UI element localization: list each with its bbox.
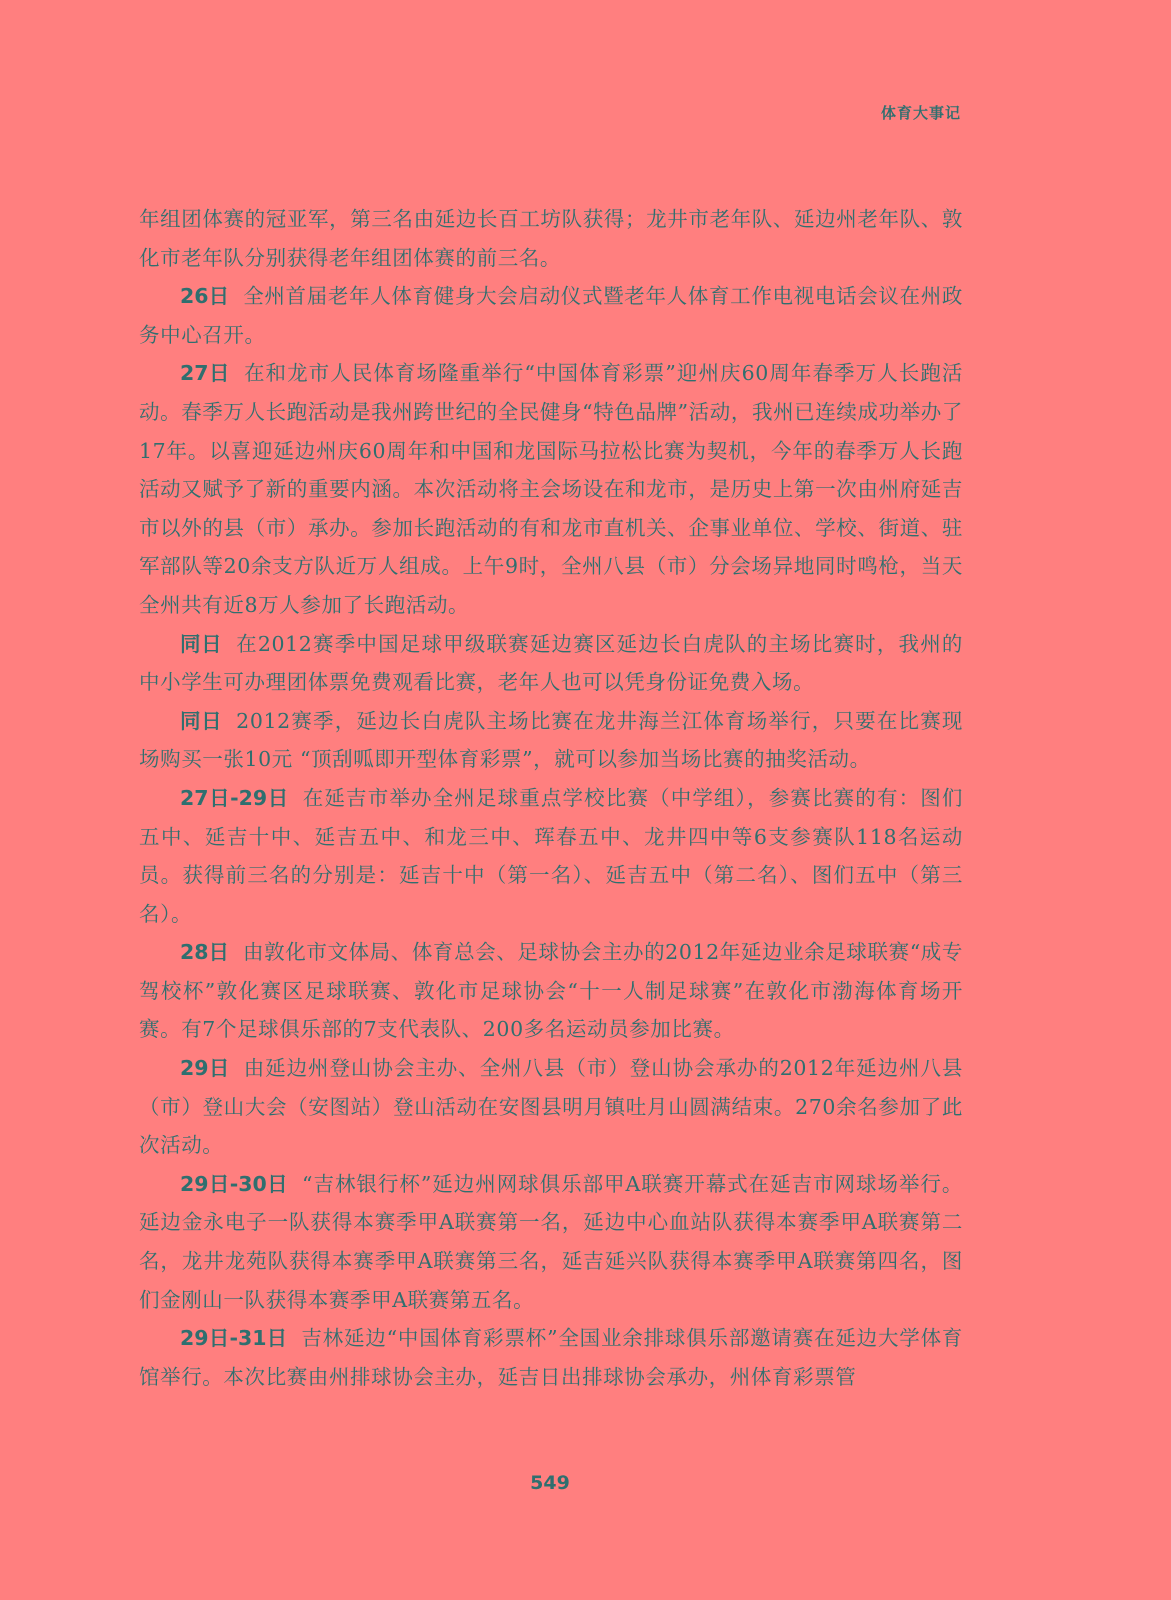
entry-text: 全州首届老年人体育健身大会启动仪式暨老年人体育工作电视电话会议在州政务中心召开。 bbox=[139, 284, 964, 347]
entry-paragraph bbox=[139, 625, 963, 702]
entry-date: 29日 bbox=[180, 1056, 230, 1081]
entry-text: 在2012赛季中国足球甲级联赛延边赛区延边长白虎队的主场比赛时，我州的中小学生可办理团体票免费观看比赛，老年人也可以凭身份证免费入场。 bbox=[139, 631, 963, 695]
entry-paragraph bbox=[139, 1319, 963, 1396]
entry-text: 由延边州登山协会主办、全州八县（市）登山协会承办的2012年延边州八县（市）登山大会（安图站）登山活动在安图县明月镇吐月山圆满结束。270余名参加了此次活动。 bbox=[139, 1056, 963, 1158]
entry-date: 26日 bbox=[180, 284, 230, 309]
running-header: 体育大事记 bbox=[880, 104, 961, 122]
entry-text: “吉林银行杯”延边州网球俱乐部甲A联赛开幕式在延吉市网球场举行。延边金永电子一队获得本赛季甲A联赛第一名，延边中心血站队获得本赛季甲A联赛第二名，龙井龙苑队获得本赛季甲A联赛第三名，延吉延兴队获得本赛季甲A联赛第四名，图们金刚山一队获得本赛季甲A联赛第五名。 bbox=[139, 1171, 963, 1312]
paragraph-text: 年组团体赛的冠亚军，第三名由延边长百工坊队获得；龙井市老年队、延边州老年队、敦化市老年队分别获得老年组团体赛的前三名。 bbox=[139, 207, 963, 270]
entry-paragraph bbox=[139, 702, 963, 779]
entry-paragraph bbox=[139, 1165, 963, 1319]
entry-paragraph bbox=[139, 779, 963, 933]
entry-date: 同日 bbox=[180, 708, 223, 733]
entry-paragraph bbox=[139, 354, 963, 624]
body-text bbox=[139, 200, 963, 1396]
entry-date: 27日 bbox=[180, 361, 230, 386]
page-number: 549 bbox=[530, 1472, 570, 1494]
entry-text: 由敦化市文体局、体育总会、足球协会主办的2012年延边业余足球联赛“成专驾校杯”敦化赛区足球联赛、敦化市足球协会“十一人制足球赛”在敦化市渤海体育场开赛。有7个足球俱乐部的7支代表队、200多名运动员参加比赛。 bbox=[139, 940, 964, 1042]
entry-date: 同日 bbox=[180, 631, 223, 656]
entry-paragraph bbox=[139, 1049, 963, 1165]
entry-text: 在和龙市人民体育场隆重举行“中国体育彩票”迎州庆60周年春季万人长跑活动。春季万人长跑活动是我州跨世纪的全民健身“特色品牌”活动，我州已连续成功举办了17年。以喜迎延边州庆60周年和中国和龙国际马拉松比赛为契机，今年的春季万人长跑活动又赋予了新的重要内涵。本次活动将主会场设在和龙市，是历史上第一次由州府延吉市以外的县（市）承办。参加长跑活动的有和龙市直机关、企事业单位、学校、街道、驻军部队等20余支方队近万人组成。上午9时，全州八县（市）分会场异地同时鸣枪，当天全州共有近8万人参加了长跑活动。 bbox=[139, 361, 963, 617]
entry-date: 27日-29日 bbox=[180, 785, 289, 810]
entry-date: 29日-30日 bbox=[180, 1171, 289, 1196]
entry-text: 2012赛季，延边长白虎队主场比赛在龙井海兰江体育场举行，只要在比赛现场购买一张10元 “顶刮呱即开型体育彩票”，就可以参加当场比赛的抽奖活动。 bbox=[139, 708, 963, 772]
entry-paragraph bbox=[139, 277, 963, 354]
entry-date: 28日 bbox=[180, 940, 230, 965]
entry-text: 吉林延边“中国体育彩票杯”全国业余排球俱乐部邀请赛在延边大学体育馆举行。本次比赛由州排球协会主办，延吉日出排球协会承办，州体育彩票管 bbox=[139, 1326, 963, 1389]
entry-paragraph bbox=[139, 933, 963, 1049]
entry-text: 在延吉市举办全州足球重点学校比赛（中学组），参赛比赛的有：图们五中、延吉十中、延吉五中、和龙三中、珲春五中、龙井四中等6支参赛队118名运动员。获得前三名的分别是：延吉十中（第一名）、延吉五中（第二名）、图们五中（第三名）。 bbox=[139, 785, 963, 926]
paragraph-continuation bbox=[139, 200, 963, 277]
entry-date: 29日-31日 bbox=[180, 1326, 288, 1351]
